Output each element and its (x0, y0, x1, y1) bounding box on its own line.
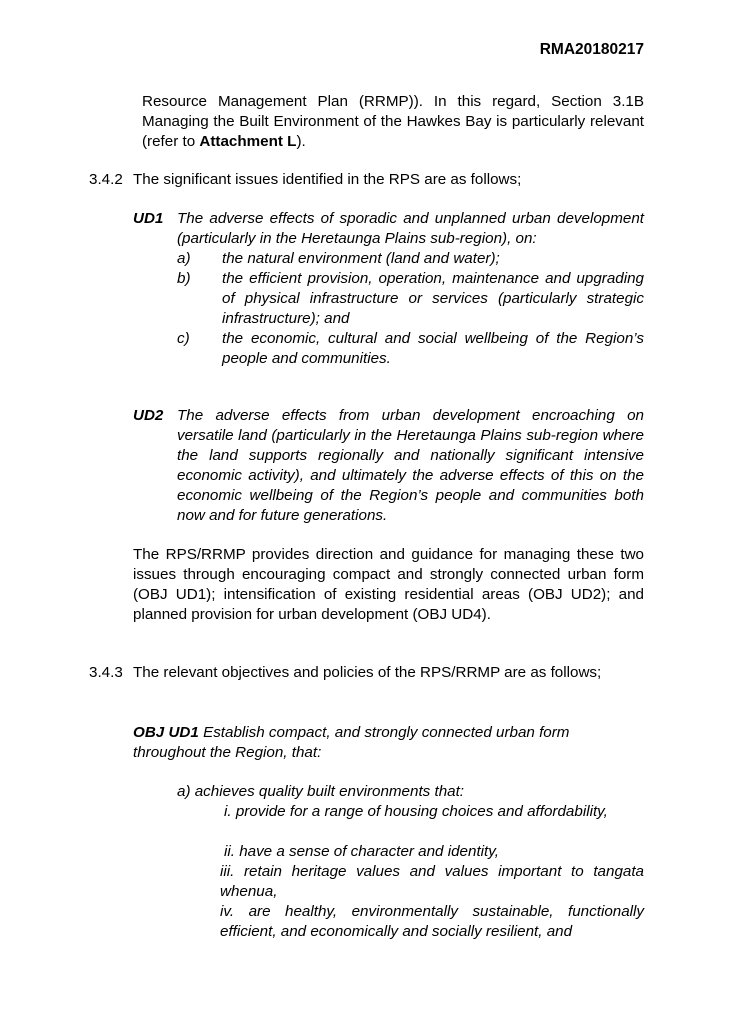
sub-item-iv: iv. are healthy, environmentally sustainable, functionally efficient, and economically and socially resilient, and (220, 903, 644, 940)
list-item (177, 269, 644, 329)
section-342-text: The significant issues identified in the RPS are as follows; (133, 171, 522, 188)
issue-ud1-text: The adverse effects of sporadic and unplanned urban development (particularly in the Heretaunga Plains sub-region), on: (177, 210, 644, 247)
list-item-text: the natural environment (land and water); (222, 250, 500, 267)
sub-item-i: i. provide for a range of housing choices and affordability, (224, 803, 608, 820)
issue-ud1 (177, 209, 644, 369)
list-item-text: the efficient provision, operation, maintenance and upgrading of physical infrastructure or services (particularly strategic infrastructure); and (222, 270, 644, 327)
objective-text: Establish compact, and strongly connected urban form throughout the Region, that: (133, 724, 570, 761)
list-item (177, 249, 644, 269)
continuation-end: ). (296, 133, 306, 150)
section-number-343: 3.4.3 (89, 664, 123, 681)
continuation-paragraph (142, 92, 644, 152)
section-343-text: The relevant objectives and policies of the RPS/RRMP are as follows; (133, 664, 602, 681)
sub-item-iii: iii. retain heritage values and values important to tangata whenua, (220, 863, 644, 900)
document-reference: RMA20180217 (539, 41, 644, 58)
sub-item-ii: ii. have a sense of character and identity, (224, 843, 499, 860)
list-item (177, 329, 644, 369)
section-number-342: 3.4.2 (89, 171, 123, 188)
objective-item-a: a) achieves quality built environments that: (177, 783, 465, 800)
list-item-letter: c) (177, 330, 190, 347)
issues-summary: The RPS/RRMP provides direction and guidance for managing these two issues through encouraging compact and strongly connected urban form (OBJ UD1); intensification of existing residential areas (OBJ UD2); and planned provision for urban development (OBJ UD4). (133, 546, 644, 623)
list-item-letter: b) (177, 270, 191, 287)
issue-ud2-text: The adverse effects from urban development encroaching on versatile land (particularly in the Heretaunga Plains sub-region where the land supports regionally and nationally significant intensive economic activity), and ultimately the adverse effects of this on the economic wellbeing of the Region’s people and communities both now and for future generations. (177, 407, 644, 524)
objective-label: OBJ UD1 (133, 724, 199, 741)
issue-ud1-label: UD1 (133, 210, 164, 227)
continuation-text: Resource Management Plan (RRMP)). In this regard, Section 3.1B Managing the Built Environment of the Hawkes Bay is particularly relevant (refer to (142, 93, 644, 150)
list-item-text: the economic, cultural and social wellbeing of the Region’s people and communities. (222, 330, 644, 367)
issue-ud2-label: UD2 (133, 407, 164, 424)
attachment-reference: Attachment L (199, 133, 297, 150)
objective-ud1 (133, 723, 644, 763)
list-item-letter: a) (177, 250, 191, 267)
